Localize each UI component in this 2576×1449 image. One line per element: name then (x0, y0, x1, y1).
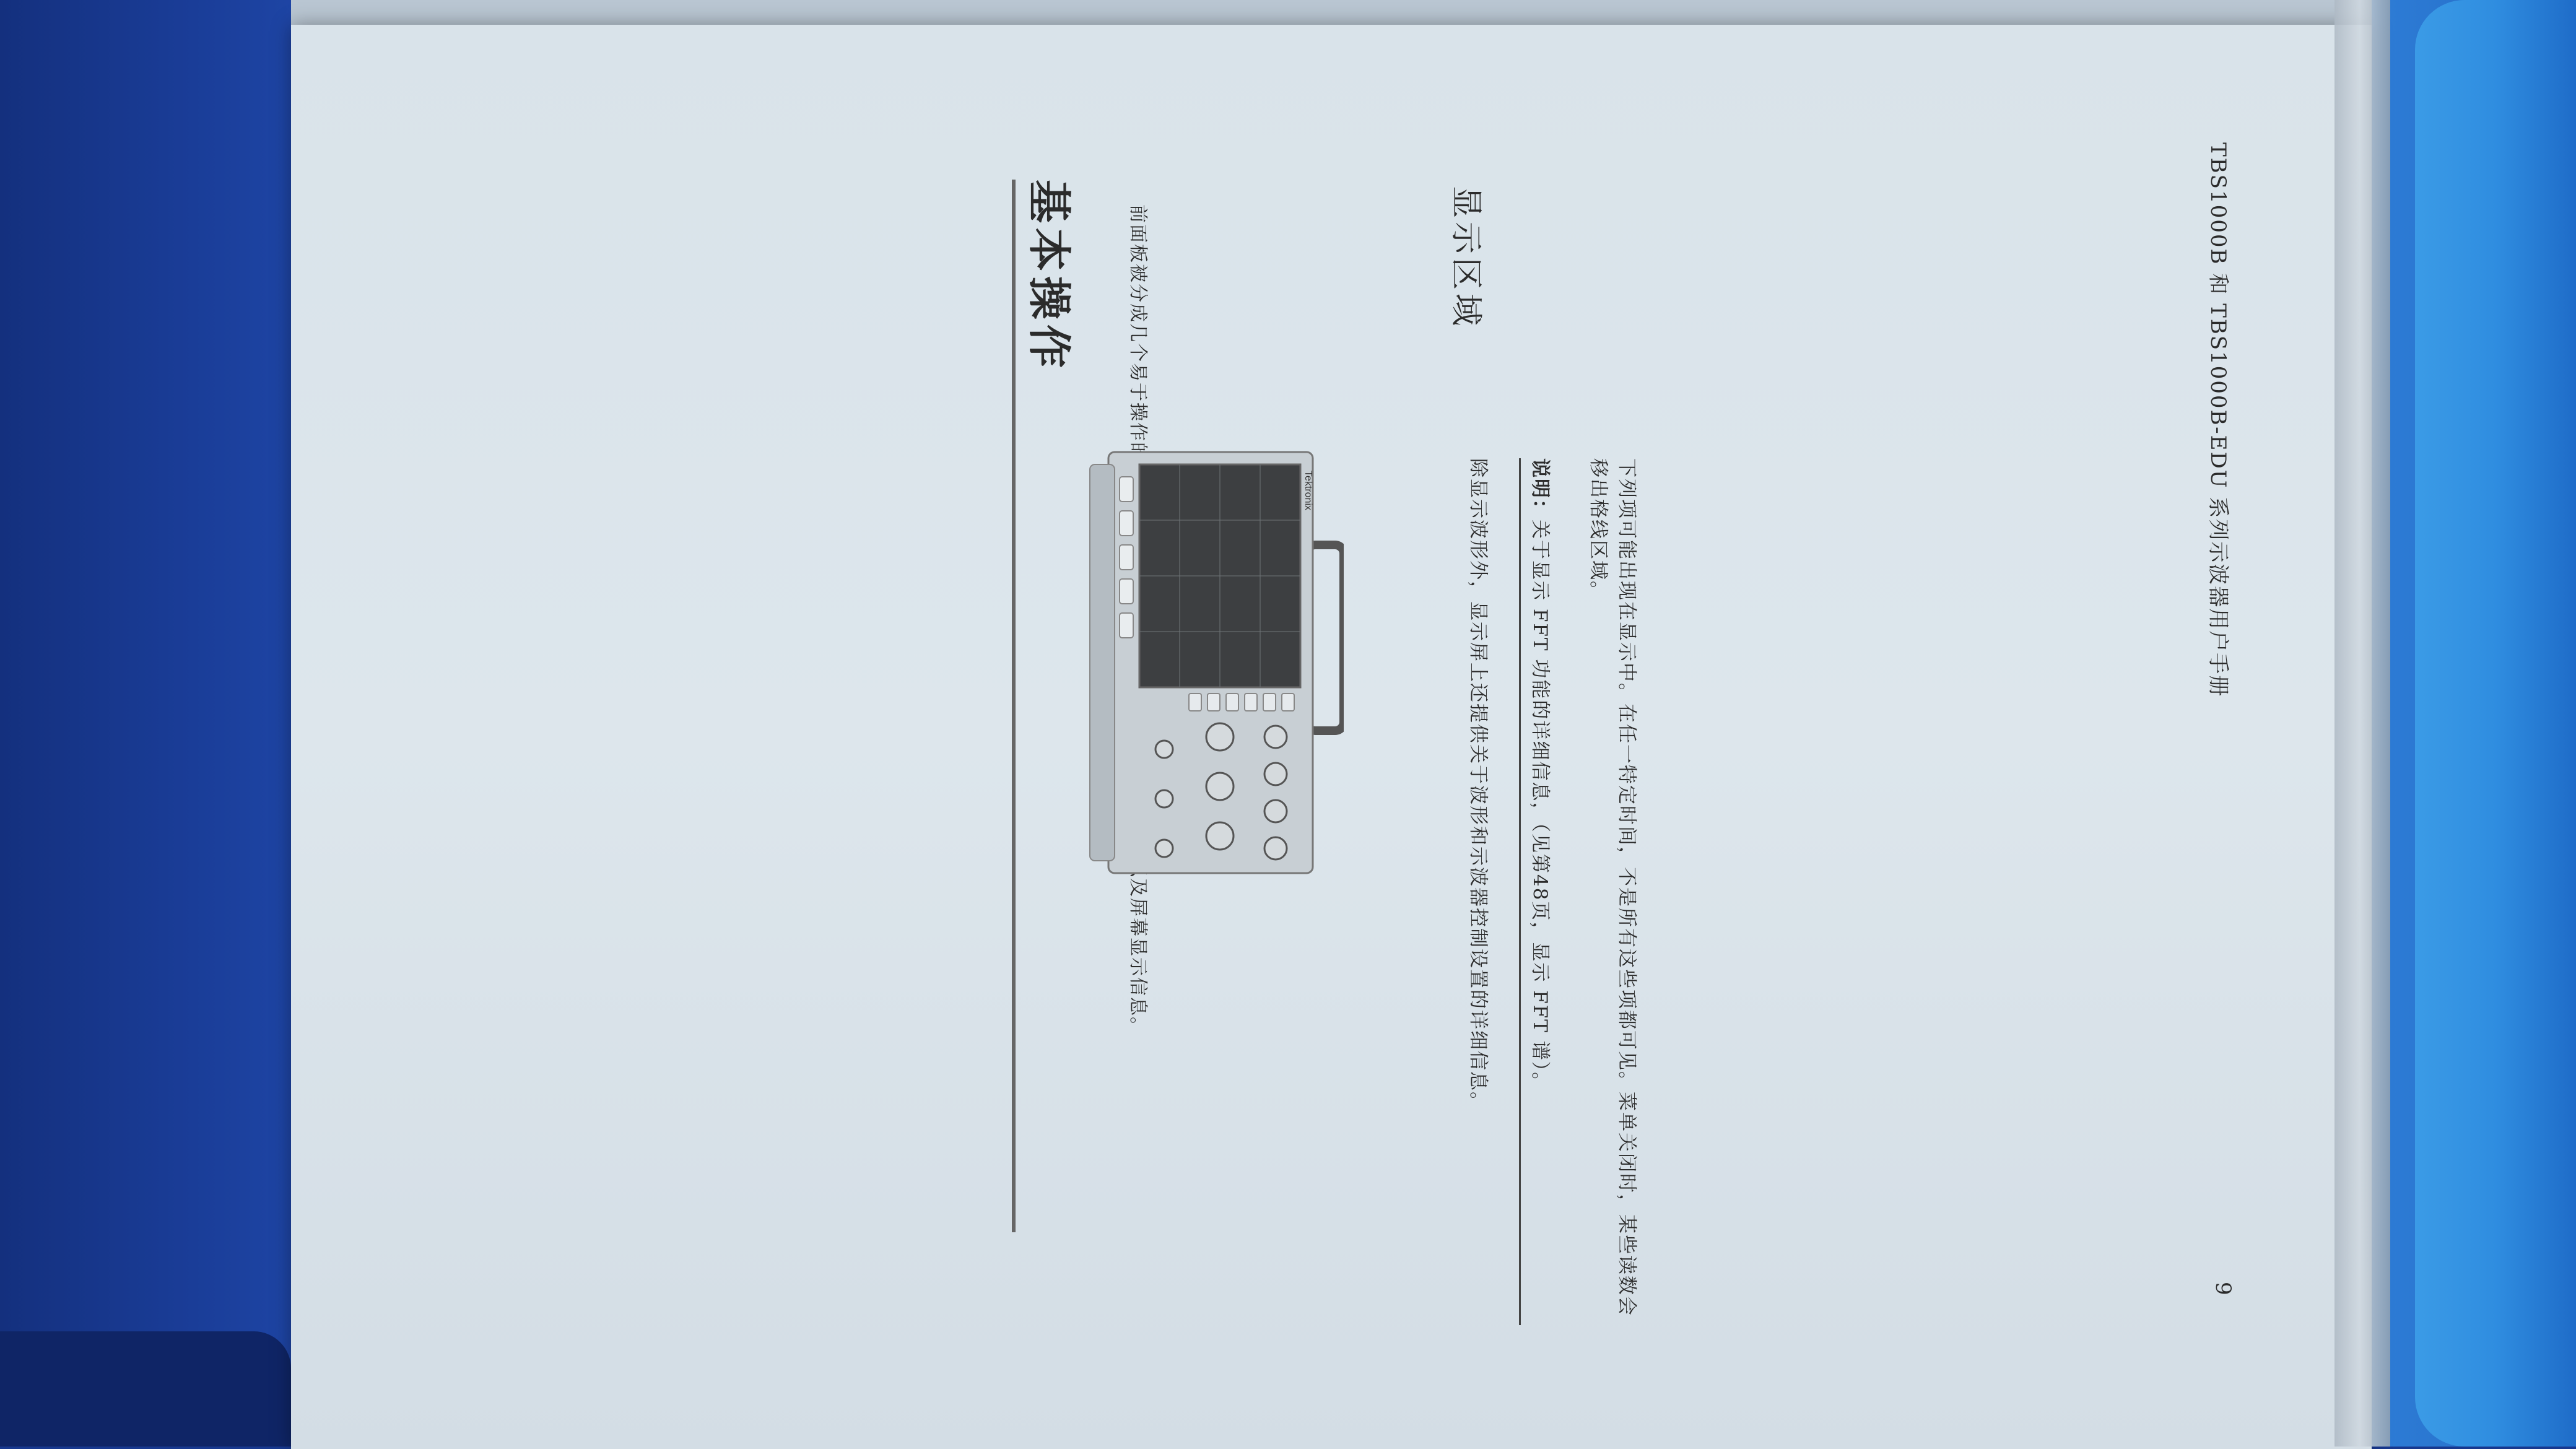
note-box (1519, 458, 1554, 1325)
note-label: 说明： (1529, 458, 1551, 520)
folder-background-left (0, 0, 322, 1447)
page-number: 9 (2211, 1282, 2235, 1295)
note-text: 关于显示 FFT 功能的详细信息，（见第48页，显示 FFT 谱）。 (1529, 520, 1551, 1093)
plastic-sleeve-edge (2334, 0, 2390, 1447)
front-base (1090, 464, 1115, 861)
blue-cloth (2415, 0, 2576, 1447)
display-paragraph: 除显示波形外，显示屏上还提供关于波形和示波器控制设置的详细信息。 (1467, 458, 1489, 1112)
folder-corner (0, 1331, 291, 1447)
section-title: 显示区域 (1447, 186, 1484, 330)
footer-manual-title: TBS1000B 和 TBS1000B-EDU 系列示波器用户手册 (2206, 142, 2230, 698)
oscilloscope-icon (1071, 440, 1344, 886)
brand-label: Tektronix (1303, 471, 1313, 511)
oscilloscope-figure (1053, 440, 1344, 886)
page-content (557, 93, 2260, 1362)
chapter-title: 基本操作 (1024, 180, 1075, 373)
items-paragraph: 下列项可能出现在显示中。在任一特定时间，不是所有这些项都可见。菜单关闭时，某些读数会移出格线区域。 (1587, 458, 1638, 1316)
paper-edge (291, 0, 2372, 25)
title-rule (1012, 180, 1016, 1232)
